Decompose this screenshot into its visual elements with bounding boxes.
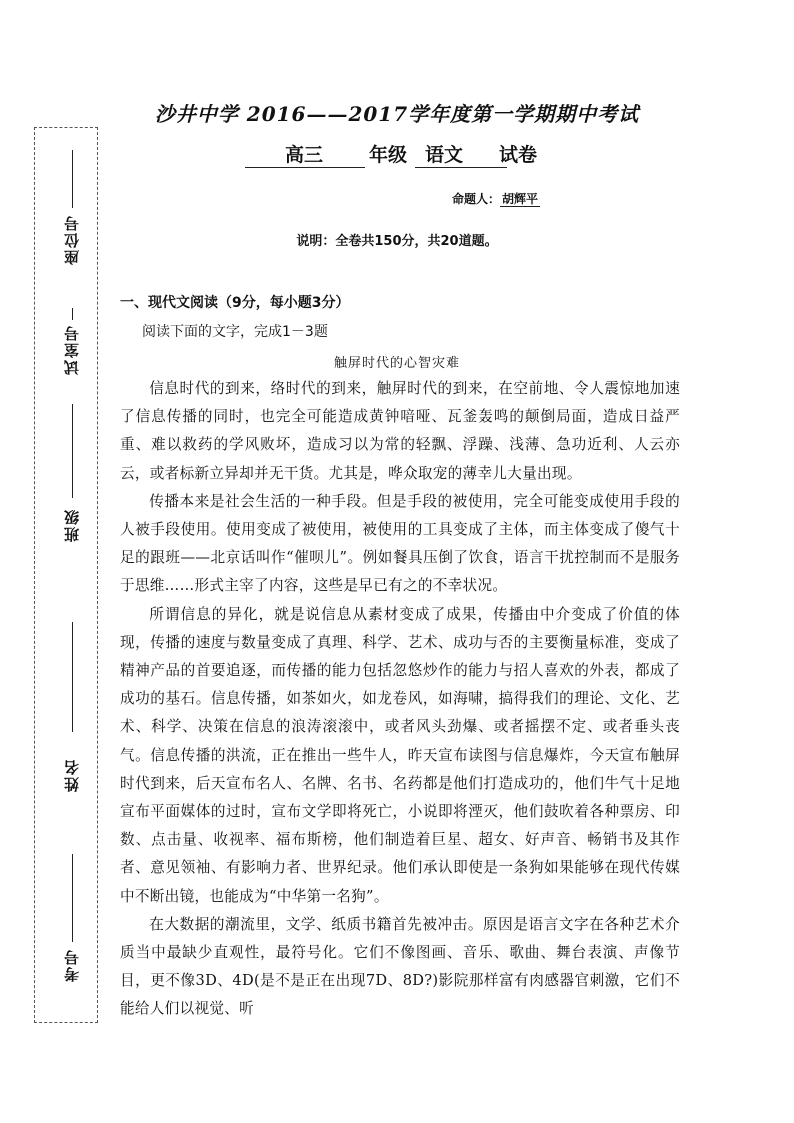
article-title: 触屏时代的心智灾难	[333, 356, 460, 371]
exam-room-label: 试室号	[63, 324, 81, 375]
exam-title: 沙井中学 2016——2017学年度第一学期期中考试	[154, 102, 640, 126]
name-label: 姓名	[63, 758, 81, 792]
subject-value: 语文	[425, 144, 464, 166]
grade-underline	[245, 167, 365, 168]
section-heading: 一、现代文阅读（9分，每小题3分）	[120, 295, 350, 311]
paper-suffix: 试卷	[499, 144, 538, 166]
class-line[interactable]	[72, 404, 73, 498]
seat-number-label: 座位号	[63, 214, 81, 265]
seat-number-line[interactable]	[72, 150, 73, 208]
author-name: 胡辉平	[502, 192, 539, 206]
exam-number-label: 考号	[63, 948, 81, 982]
article-paragraph: 所谓信息的异化，就是说信息从素材变成了成果，传播由中介变成了价值的体现，传播的速度与数量变成了真理、科学、艺术、成功与否的主要衡量标准，变成了精神产品的首要追逐，而传播的能力包括忽悠炒作的能力与招人喜欢的外表，都成了成功的基石。信息传播，如茶如火，如龙卷风，如海啸，搞得我们的理论、文化、艺术、科学、决策在信息的浪涛滚滚中，或者风头劲爆、或者摇摆不定、或者垂头丧气。信息传播的洪流，正在推出一些牛人，昨天宣布读图与信息爆炸，今天宣布触屏时代到来，后天宣布名人、名牌、名书、名药都是他们打造成功的，他们牛气十足地宣布平面媒体的过时，宣布文学即将死亡，小说即将湮灭，他们鼓吹着各种票房、印数、点击量、收视率、福布斯榜，他们制造着巨星、超女、好声音、畅销书及其作者、意见领袖、有影响力者、世界纪录。他们承认即使是一条狗如果能够在现代传媒中不断出镜，也能成为“中华第一名狗”。	[120, 605, 680, 905]
class-label: 班级	[63, 508, 81, 542]
reading-instruction: 阅读下面的文字，完成1－3题	[142, 324, 328, 340]
binding-margin	[34, 127, 98, 1023]
article-paragraph: 信息时代的到来，络时代的到来，触屏时代的到来，在空前地、令人震惊地加速了信息传播的同时，也完全可能造成黄钟喑哑、瓦釜轰鸣的颠倒局面，造成日益严重、难以救药的学风败坏，造成习以为常的轻飘、浮躁、浅薄、急功近利、人云亦云，或者标新立异却并无干货。尤其是，哗众取宠的薄幸儿大量出现。	[120, 380, 680, 482]
article-body	[120, 375, 680, 1024]
author-line	[452, 190, 540, 207]
author-label: 命题人：	[452, 192, 501, 206]
grade-value: 高三	[285, 144, 324, 166]
article-paragraph: 在大数据的潮流里，文学、纸质书籍首先被冲击。原因是语言文字在各种艺术介质当中最缺少直观性，最符号化。它们不像图画、音乐、歌曲、舞台表演、声像节目，更不像3D、4D(是不是正在出现7D、8D?)影院那样富有肉感器官刺激，它们不能给人们以视觉、听	[120, 915, 680, 1018]
grade-suffix: 年级	[369, 144, 408, 166]
article-paragraph: 传播本来是社会生活的一种手段。但是手段的被使用，完全可能变成使用手段的人被手段使用。使用变成了被使用，被使用的工具变成了主体，而主体变成了傻气十足的跟班——北京话叫作“催呗儿”。例如餐具压倒了饮食，语言干扰控制而不是服务于思维……形式主宰了内容，这些是早已有之的不幸状况。	[120, 492, 680, 595]
exam-note: 说明：全卷共150分，共20道题。	[296, 234, 498, 249]
exam-number-line[interactable]	[72, 854, 73, 942]
subject-underline	[415, 167, 507, 168]
name-line[interactable]	[72, 622, 73, 732]
exam-room-line[interactable]	[72, 308, 73, 320]
